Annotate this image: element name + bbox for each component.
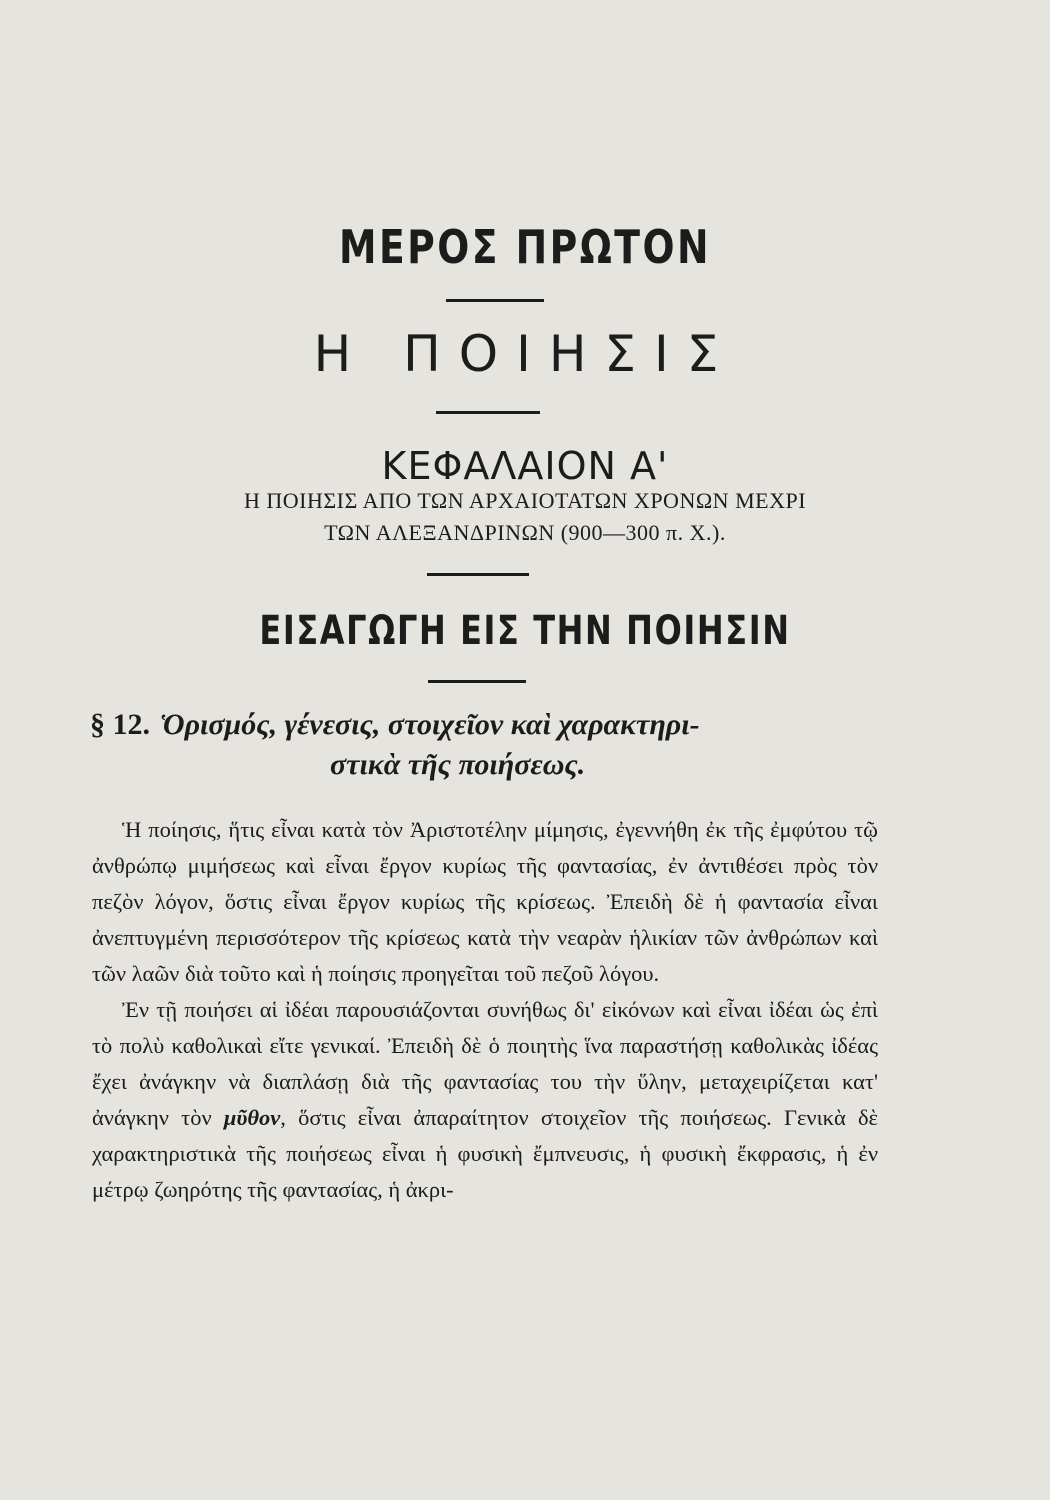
section-number: § 12. <box>90 708 150 741</box>
paragraph-2 <box>92 992 878 1208</box>
section-title-line-2: στικὰ τῆς ποιήσεως. <box>330 748 586 781</box>
part-title: ΜΕΡΟΣ ΠΡΩΤΟΝ <box>338 220 712 274</box>
emphasized-word: μῦθον <box>223 1105 281 1130</box>
chapter-subtitle-line-1: Η ΠΟΙΗΣΙΣ ΑΠΟ ΤΩΝ ΑΡΧΑΙΟΤΑΤΩΝ ΧΡΟΝΩΝ ΜΕΧΡΙ <box>243 488 807 513</box>
intro-title: ΕΙΣΑΓΩΓΗ ΕΙΣ ΤΗΝ ΠΟΙΗΣΙΝ <box>259 608 791 654</box>
divider-rule <box>446 299 544 302</box>
divider-rule <box>436 411 540 414</box>
section-title-line-1: Ὁρισμός, γένεσις, στοιχεῖον καὶ χαρακτηρι- <box>160 708 700 741</box>
section-heading <box>90 705 890 785</box>
paragraph-2-part-1: Ἐν τῇ ποιήσει αἱ ἰδέαι παρουσιάζονται συνήθως δι' εἰκόνων καὶ εἶναι ἰδέαι ὡς ἐπὶ τὸ πολὺ καθολικαὶ εἴτε γενικαί. Ἐπειδὴ δὲ ὁ ποιητὴς ἵνα παραστήσῃ καθολικὰς ἰδέας ἔχει ἀνάγκην νὰ διαπλάσῃ διὰ τῆς φαντασίας του τὴν ὕλην, μεταχειρίζεται κατ' ἀνάγκην τὸν <box>92 997 878 1130</box>
book-title: Η ΠΟΙΗΣΙΣ <box>313 325 737 383</box>
chapter-label: ΚΕΦΑΛΑΙΟΝ Α' <box>381 444 669 488</box>
paragraph-1: Ἡ ποίησις, ἥτις εἶναι κατὰ τὸν Ἀριστοτέλην μίμησις, ἐγεννήθη ἐκ τῆς ἐμφύτου τῷ ἀνθρώπῳ μιμήσεως καὶ εἶναι ἔργον κυρίως τῆς φαντασίας, ἐν ἀντιθέσει πρὸς τὸν πεζὸν λόγον, ὅστις εἶναι ἔργον κυρίως τῆς κρίσεως. Ἐπειδὴ δὲ ἡ φαντασία εἶναι ἀνεπτυγμένη περισσότερον τῆς κρίσεως κατὰ τὴν νεαρὰν ἡλικίαν τῶν ἀνθρώπων καὶ τῶν λαῶν διὰ τοῦτο καὶ ἡ ποίησις προηγεῖται τοῦ πεζοῦ λόγου. <box>92 817 878 986</box>
divider-rule <box>427 573 529 576</box>
divider-rule <box>428 680 526 683</box>
paragraph-2-part-2: , ὅστις εἶναι ἀπαραίτητον στοιχεῖον τῆς ποιήσεως. Γενικὰ δὲ χαρακτηριστικὰ τῆς ποιήσεως εἶναι ἡ φυσικὴ ἔμπνευσις, ἡ φυσικὴ ἔκφρασις, ἡ ἐν μέτρῳ ζωηρότης τῆς φαντασίας, ἡ ἀκρι- <box>92 1105 879 1202</box>
body-text <box>92 812 878 1208</box>
chapter-subtitle-line-2: ΤΩΝ ΑΛΕΞΑΝΔΡΙΝΩΝ (900—300 π. Χ.). <box>324 520 726 545</box>
